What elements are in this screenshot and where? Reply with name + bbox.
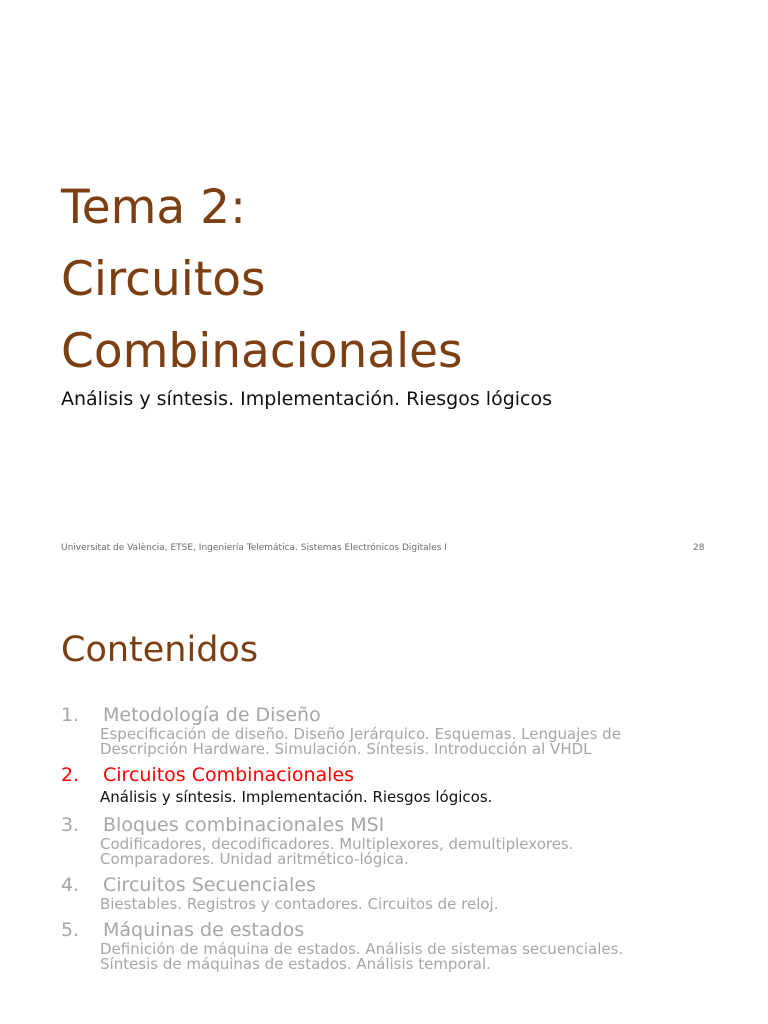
item-description [100, 787, 721, 807]
description-line: Síntesis de máquinas de estados. Análisis temporal. [100, 955, 491, 973]
item-number: 1. [61, 704, 80, 726]
slide-footer: Universitat de València, ETSE, Ingeniería Telemática. Sistemas Electrónicos Digitales I [61, 543, 447, 553]
item-title: Bloques combinacionales MSI [103, 814, 385, 836]
item-title: Circuitos Secuenciales [103, 874, 316, 896]
description-line: Biestables. Registros y contadores. Circuitos de reloj. [100, 895, 499, 913]
title-line: Tema 2: [61, 180, 246, 235]
slide-title [61, 172, 463, 388]
slide-subtitle: Análisis y síntesis. Implementación. Riesgos lógicos [61, 388, 553, 410]
contents-item-2 [61, 763, 721, 807]
item-title: Metodología de Diseño [103, 704, 321, 726]
item-description [100, 837, 721, 867]
item-title: Circuitos Combinacionales [103, 764, 355, 786]
contents-item-4 [61, 873, 721, 912]
contents-item-1 [61, 703, 721, 757]
item-number: 5. [61, 919, 80, 941]
item-description [100, 897, 721, 912]
contents-heading: Contenidos [61, 630, 259, 670]
contents-item-3 [61, 813, 721, 867]
contents-item-5 [61, 918, 721, 972]
item-description [100, 942, 721, 972]
contents-slide [0, 576, 768, 1024]
description-line: Comparadores. Unidad aritmético-lógica. [100, 850, 409, 868]
item-number: 4. [61, 874, 80, 896]
page-number: 28 [693, 543, 705, 553]
description-line: Definición de máquina de estados. Análisis de sistemas secuenciales. [100, 940, 624, 958]
item-number: 3. [61, 814, 80, 836]
item-number: 2. [61, 764, 80, 786]
description-line: Especificación de diseño. Diseño Jerárquico. Esquemas. Lenguajes de [100, 725, 621, 743]
description-line: Descripción Hardware. Simulación. Síntesis. Introducción al VHDL [100, 740, 592, 758]
item-description [100, 727, 721, 757]
title-line: Combinacionales [61, 324, 463, 379]
contents-list [61, 703, 721, 978]
description-line: Análisis y síntesis. Implementación. Riesgos lógicos. [100, 788, 493, 806]
description-line: Codificadores, decodificadores. Multiplexores, demultiplexores. [100, 835, 574, 853]
item-title: Máquinas de estados [103, 919, 305, 941]
title-line: Circuitos [61, 252, 266, 307]
